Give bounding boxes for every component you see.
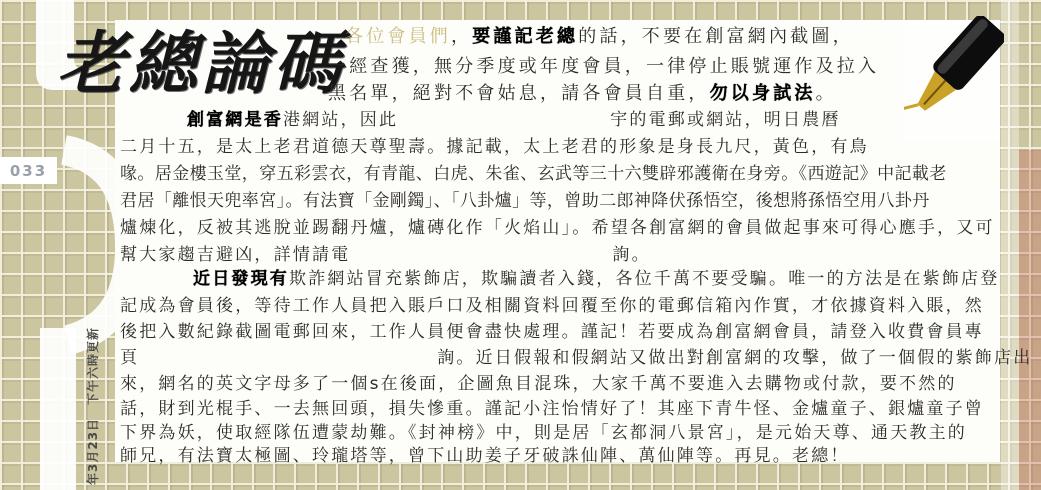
text-segment: 詢。 — [612, 245, 651, 265]
text-segment: 。 — [815, 83, 837, 104]
text-segment: 記成為會員後，等待工作人員把入賬戶口及相關資料回覆至你的電郵信箱內作實，才依據資料入賬，然 — [120, 296, 984, 316]
erased-gap — [350, 259, 612, 260]
text-line — [187, 112, 841, 129]
text-segment: 爐煉化，反被其逃脫並踢翻丹爐，爐磚化作「火焰山」。希望各創富網的會員做起事來可得心應手，又可 — [120, 218, 995, 238]
text-segment: ， — [451, 26, 473, 47]
update-time-note: 年3月23日 下午六時更新 — [86, 326, 100, 485]
text-segment: 師兄，有法寶太極圖、玲瓏塔等，曾下山助姜子牙破誅仙陣、萬仙陣等。再見。老總！ — [120, 446, 850, 466]
text-line — [120, 324, 984, 341]
text-line — [120, 139, 869, 156]
text-segment: 頁 — [120, 348, 140, 368]
issue-number: 033 — [9, 161, 48, 180]
text-line — [120, 376, 957, 393]
fountain-pen-icon — [904, 16, 1004, 144]
text-segment: 的話，不要在創富網內截圖， — [578, 26, 854, 47]
erased-gap — [398, 124, 610, 125]
text-segment: 君居「離恨天兜率宮」。有法寶「金剛鐲」、「八卦爐」等，曾助二郎神降伏孫悟空，後想將孫悟空用八卦丹 — [120, 191, 930, 211]
text-segment: 黑名單，絕對不會姑息，請各會員自重， — [328, 83, 710, 104]
issue-number-badge — [0, 157, 57, 184]
text-line — [120, 247, 651, 264]
text-line — [328, 85, 837, 103]
tile-red-strip — [1019, 150, 1041, 490]
text-line — [120, 350, 1032, 367]
text-line — [120, 193, 930, 210]
text-segment: 近日發現有 — [193, 269, 289, 289]
text-segment: 一經查獲，無分季度或年度會員，一律停止賬號運作及拉入 — [328, 56, 880, 77]
text-segment: 要謹記老總 — [472, 26, 579, 47]
text-line — [120, 220, 995, 237]
text-segment: 欺詐網站冒充紫飾店，欺騙讀者入錢，各位千萬不要受騙。唯一的方法是在紫飾店登 — [289, 269, 1000, 289]
text-line — [193, 271, 999, 288]
text-segment: 二月十五，是太上老君道德天尊聖壽。據記載，太上老君的形象是身長九尺，黃色，有鳥 — [120, 137, 869, 157]
text-segment: 港網站，因此 — [283, 110, 399, 130]
erased-gap — [139, 362, 437, 363]
text-segment: 創富網是香 — [187, 110, 283, 130]
text-segment: 宇的電郵或網站，明日農曆 — [610, 110, 841, 130]
text-line — [120, 298, 984, 315]
text-line — [120, 401, 984, 418]
text-line — [328, 58, 879, 76]
text-line — [120, 166, 947, 183]
text-segment: 下界為妖，使取經隊伍遭蒙劫難。《封神榜》中，則是居「玄都洞八景宮」，是元始天尊、通天教主的 — [120, 423, 967, 443]
text-segment: 話，財到光棍手、一去無回頭，損失慘重。謹記小注怡情好了！其座下青牛怪、金爐童子、銀爐童子曾 — [120, 399, 984, 419]
text-segment: 各位會員們 — [345, 26, 451, 47]
text-segment: 喙。居金樓玉堂，穿五彩雲衣，有青龍、白虎、朱雀、玄武等三十六雙辟邪護衛在身旁。《西遊記》中記載老 — [120, 164, 947, 184]
text-line — [120, 425, 967, 442]
text-segment: 勿以身試法 — [709, 83, 816, 104]
text-segment: 詢。近日假報和假網站又做出對創富網的攻擊，做了一個假的紫飾店出 — [437, 348, 1033, 368]
text-line — [120, 448, 850, 465]
text-segment: 來，網名的英文字母多了一個s在後面，企圖魚目混珠，大家千萬不要進入去購物或付款，要不然的 — [120, 374, 957, 394]
page-title: 老總論碼 — [57, 24, 346, 104]
text-segment: 幫大家趨吉避凶，詳情請電 — [120, 245, 351, 265]
text-line — [345, 28, 854, 46]
text-segment: 後把入數紀錄截圖電郵回來，工作人員便會盡快處理。謹記！若要成為創富網會員，請登入收費會員專 — [120, 322, 984, 342]
